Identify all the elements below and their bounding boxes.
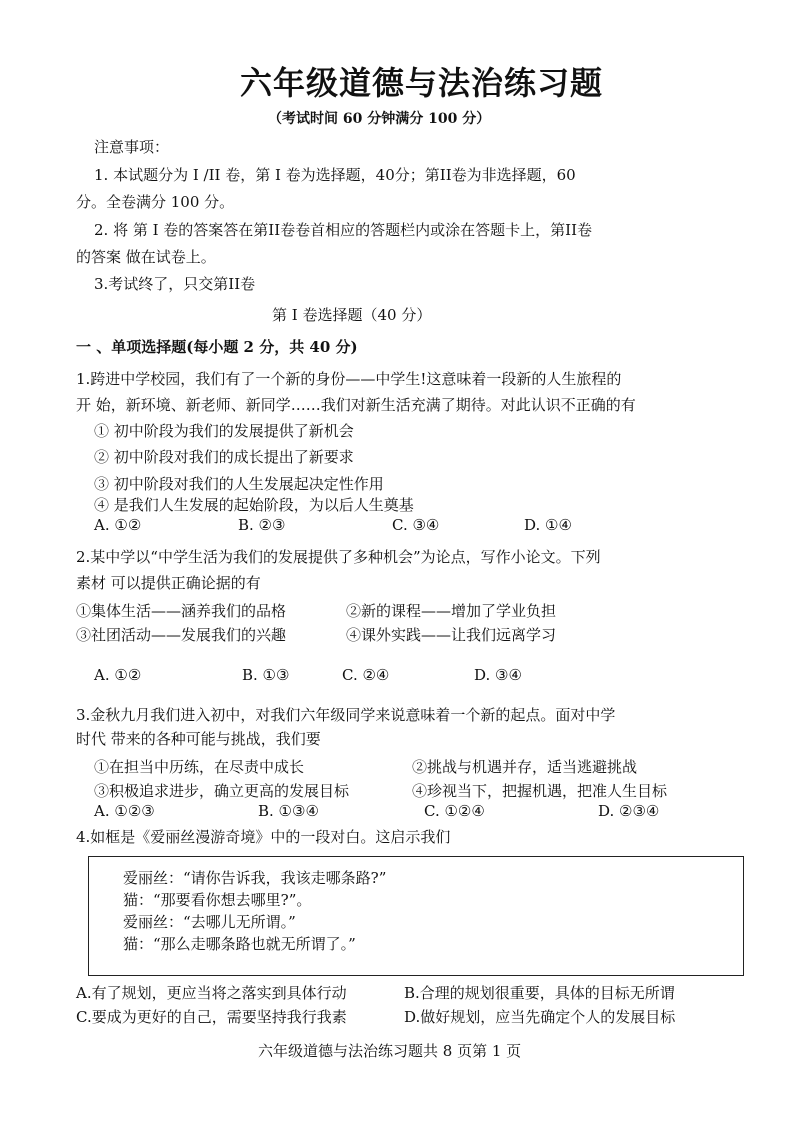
q1-option-b[interactable]: B. ②③ xyxy=(238,516,286,534)
dialog-line-2: 猫：“那要看你想去哪里?”。 xyxy=(123,891,312,909)
section-heading: 一 、单项选择题(每小题 2 分，共 40 分) xyxy=(76,338,358,356)
q2-statement-3: ③社团活动——发展我们的兴趣 xyxy=(76,626,287,644)
notes-item-2-line-1: 2. 将 第 I 卷的答案答在第II卷卷首相应的答题栏内或涂在答题卡上，第II卷 xyxy=(94,221,593,239)
q1-statement-2: ② 初中阶段对我们的成长提出了新要求 xyxy=(94,448,354,466)
q3-stem-line-2: 时代 带来的各种可能与挑战，我们要 xyxy=(76,730,321,748)
q2-statement-2: ②新的课程——增加了学业负担 xyxy=(346,602,557,620)
q1-stem-line-1: 1.跨进中学校园，我们有了一个新的身份——中学生!这意味着一段新的人生旅程的 xyxy=(76,370,622,388)
dialog-line-1: 爱丽丝：“请你告诉我，我该走哪条路?” xyxy=(123,869,387,887)
q3-statement-3: ③积极追求进步，确立更高的发展目标 xyxy=(94,782,350,800)
q3-statement-4: ④珍视当下，把握机遇，把准人生目标 xyxy=(412,782,668,800)
q1-statement-3: ③ 初中阶段对我们的人生发展起决定性作用 xyxy=(94,475,384,493)
page-subtitle: （考试时间 60 分钟满分 100 分） xyxy=(268,111,491,127)
q4-option-a[interactable]: A.有了规划，更应当将之落实到具体行动 xyxy=(76,984,347,1002)
q2-option-c[interactable]: C. ②④ xyxy=(342,666,390,684)
dialog-line-3: 爱丽丝：“去哪儿无所谓。” xyxy=(123,913,296,931)
q2-statement-4: ④课外实践——让我们远离学习 xyxy=(346,626,557,644)
q2-option-d[interactable]: D. ③④ xyxy=(474,666,522,684)
q1-statement-4: ④ 是我们人生发展的起始阶段，为以后人生奠基 xyxy=(94,496,414,514)
q3-statement-1: ①在担当中历练，在尽责中成长 xyxy=(94,758,305,776)
q2-stem-line-1: 2.某中学以“中学生活为我们的发展提供了多种机会”为论点，写作小论文。下列 xyxy=(76,548,601,566)
q2-stem-line-2: 素材 可以提供正确论据的有 xyxy=(76,574,261,592)
q1-stem-line-2: 开 始，新环境、新老师、新同学……我们对新生活充满了期待。对此认识不正确的有 xyxy=(76,396,636,414)
q2-statement-1: ①集体生活——涵养我们的品格 xyxy=(76,602,287,620)
q3-option-b[interactable]: B. ①③④ xyxy=(258,802,319,820)
q3-stem-line-1: 3.金秋九月我们进入初中，对我们六年级同学来说意味着一个新的起点。面对中学 xyxy=(76,706,616,724)
notes-item-3: 3.考试终了，只交第II卷 xyxy=(94,275,256,293)
q2-option-b[interactable]: B. ①③ xyxy=(242,666,290,684)
q1-option-c[interactable]: C. ③④ xyxy=(392,516,440,534)
q3-option-d[interactable]: D. ②③④ xyxy=(598,802,660,820)
q4-option-b[interactable]: B.合理的规划很重要，具体的目标无所谓 xyxy=(404,984,675,1002)
q4-option-c[interactable]: C.要成为更好的自己，需要坚持我行我素 xyxy=(76,1008,347,1026)
part-title: 第 I 卷选择题（40 分） xyxy=(272,306,432,324)
page-footer: 六年级道德与法治练习题共 8 页第 1 页 xyxy=(258,1042,522,1060)
page-title: 六年级道德与法治练习题 xyxy=(240,64,604,102)
q4-option-d[interactable]: D.做好规划，应当先确定个人的发展目标 xyxy=(404,1008,676,1026)
dialog-box xyxy=(88,856,744,976)
notes-item-2-line-2: 的答案 做在试卷上。 xyxy=(76,248,216,266)
q2-option-a[interactable]: A. ①② xyxy=(94,666,142,684)
q3-option-a[interactable]: A. ①②③ xyxy=(94,802,155,820)
q3-statement-2: ②挑战与机遇并存，适当逃避挑战 xyxy=(412,758,638,776)
notes-item-1-line-1: 1. 本试题分为 I /II 卷，第 I 卷为选择题，40分；第II卷为非选择题，60 xyxy=(94,166,576,184)
dialog-line-4: 猫：“那么走哪条路也就无所谓了。” xyxy=(123,935,356,953)
q3-option-c[interactable]: C. ①②④ xyxy=(424,802,485,820)
q1-option-d[interactable]: D. ①④ xyxy=(524,516,572,534)
notes-item-1-line-2: 分。全卷满分 100 分。 xyxy=(76,193,235,211)
q1-option-a[interactable]: A. ①② xyxy=(94,516,142,534)
q4-stem: 4.如框是《爱丽丝漫游奇境》中的一段对白。这启示我们 xyxy=(76,828,451,846)
q1-statement-1: ① 初中阶段为我们的发展提供了新机会 xyxy=(94,422,354,440)
notes-heading: 注意事项： xyxy=(94,138,170,156)
